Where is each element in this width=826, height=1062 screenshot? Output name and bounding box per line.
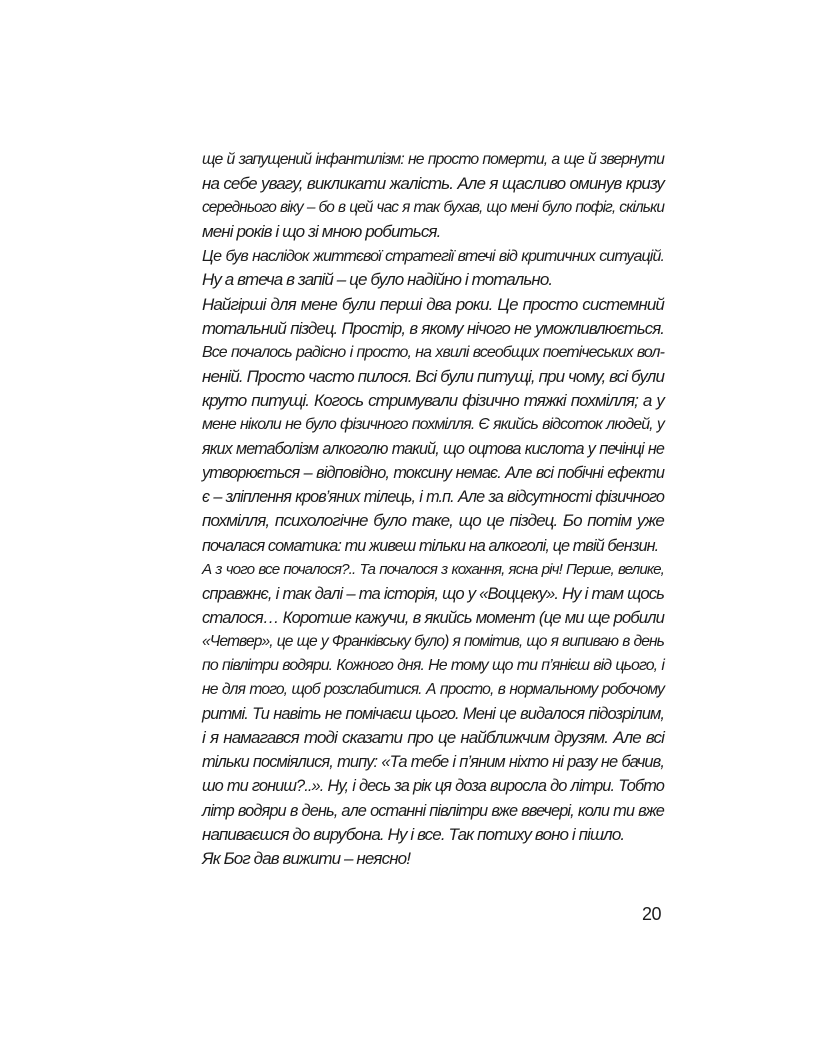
- text-line: напиваєшся до вирубона. Ну і все. Так потиху воно і пішло.: [202, 824, 625, 844]
- text-line: почалася соматика: ти живеш тільки на алкоголі, це твій бензин.: [202, 536, 659, 555]
- text-line: і я намагався тоді сказати про це найближчим друзям. Але всі: [202, 728, 664, 748]
- text-line: утворюється – відповідно, токсину немає. Але всі побічні ефекти: [202, 464, 664, 483]
- text-line: А з чого все почалося?.. Та почалося з кохання, ясна річ! Перше, велике,: [202, 560, 664, 578]
- text-line: шо ти гониш?..». Ну, і десь за рік ця доза виросла до літри. Тобто: [202, 777, 664, 796]
- text-line: яких метаболізм алкоголю такий, що оцтова кислота у печінці не: [202, 440, 664, 459]
- body-text: [202, 148, 664, 871]
- text-line: справжнє, і так далі – та історія, що у «Воццеку». Ну і там щось: [202, 583, 664, 603]
- text-line: ще й запущений інфантилізм: не просто померти, а ще й звернути: [202, 151, 664, 168]
- text-line: похмілля, психологічне було таке, що це піздец. Бо потім уже: [202, 511, 664, 531]
- text-line: є – зліплення кров’яних тілець, і т.п. Але за відсутності фізичного: [202, 488, 664, 507]
- text-line: Ну а втеча в запій – це було надійно і тотально.: [202, 270, 553, 290]
- text-line: не для того, щоб розслабитися. А просто, в нормальному робочому: [202, 681, 664, 699]
- text-line: середнього віку – бо в цей час я так бухав, що мені було пофіг, скільки: [202, 199, 664, 217]
- text-line: Все почалось радісно і просто, на хвилі всеобщих поетічеських вол-: [202, 343, 664, 361]
- text-line: тільки посміялися, типу: «Та тебе і п’яним ніхто ні разу не бачив,: [202, 753, 664, 772]
- text-line: Це був наслідок життєвої стратегії втечі від критичних ситуацій.: [202, 247, 664, 266]
- text-line: мені років і що зі мною робиться.: [202, 222, 441, 242]
- text-line: ритмі. Ти навіть не помічаєш цього. Мені це видалося підозрілим,: [202, 705, 664, 724]
- text-line: сталося… Коротше кажучи, в якийсь момент (це ми ще робили: [202, 607, 664, 627]
- text-line: круто питущі. Когось стримували фізично тяжкі похмілля; а у: [202, 390, 664, 410]
- text-line: Найгірші для мене були перші два роки. Це просто системний: [202, 294, 664, 314]
- page-number: 20: [641, 904, 661, 924]
- text-line: неній. Просто часто пилося. Всі були питущі, при чому, всі були: [202, 366, 664, 386]
- text-line: по півлітри водяри. Кожного дня. Не тому що ти п’янієш від цього, і: [202, 656, 664, 674]
- text-line: літр водяри в день, але останні півлітри вже ввечері, коли ти вже: [202, 801, 664, 820]
- text-line: тотальний піздец. Простір, в якому нічого не уможливлюється.: [202, 318, 664, 338]
- text-line: Як Бог дав вижити – неясно!: [202, 848, 411, 868]
- text-line: на себе увагу, викликати жалість. Але я щасливо оминув кризу: [202, 174, 664, 194]
- text-line: мене ніколи не було фізичного похмілля. Є якийсь відсоток людей, у: [202, 416, 664, 434]
- text-line: «Четвер», це ще у Франківську було) я помітив, що я випиваю в день: [202, 632, 664, 650]
